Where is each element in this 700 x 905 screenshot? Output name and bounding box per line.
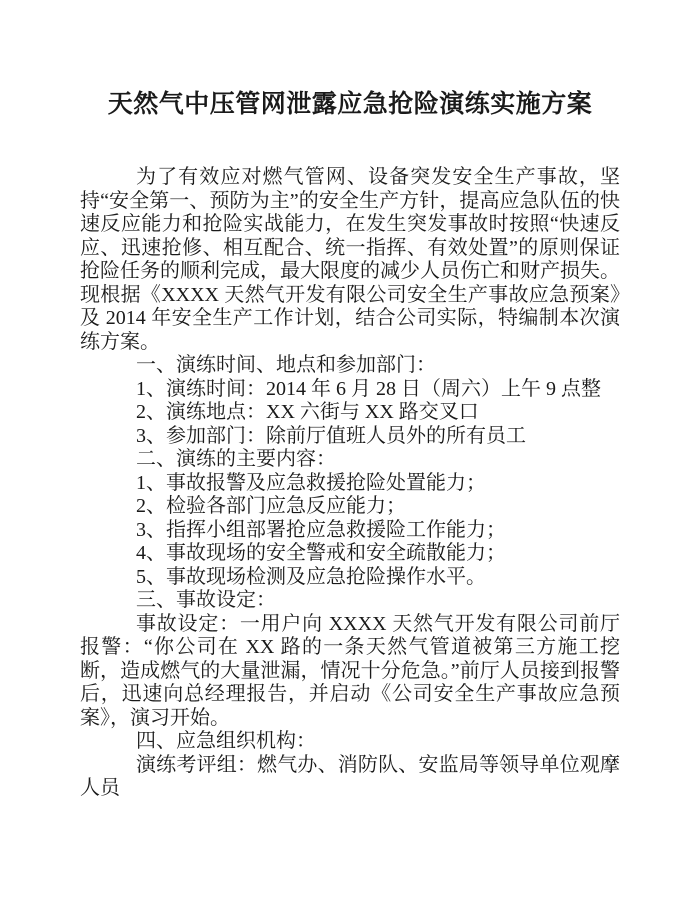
paragraph: 5、事故现场检测及应急抢险操作水平。	[136, 565, 486, 588]
paragraph: 一、演练时间、地点和参加部门：	[136, 354, 436, 376]
paragraph: 演练考评组：燃气办、消防队、安监局等领导单位观摩人员	[80, 753, 620, 799]
paragraph: 四、应急组织机构：	[136, 730, 316, 752]
paragraph: 1、事故报警及应急救援抢险处置能力；	[136, 471, 486, 494]
paragraph: 事故设定：一用户向 XXXX 天然气开发有限公司前厅报警：“你公司在 XX 路的一条天然气管道被第三方施工挖断，造成燃气的大量泄漏，情况十分危急。”前厅人员接到报警后，迅速向总经理报告，并启动《公司安全生产事故应急预案》，演习开始。	[80, 612, 620, 729]
paragraph: 4、事故现场的安全警戒和安全疏散能力；	[136, 542, 506, 564]
paragraph: 2、演练地点：XX 六街与 XX 路交叉口	[136, 401, 479, 423]
paragraph: 2、检验各部门应急反应能力；	[136, 495, 406, 517]
paragraph: 3、指挥小组部署抢应急救援险工作能力；	[136, 518, 506, 541]
paragraph: 3、参加部门：除前厅值班人员外的所有员工	[136, 424, 526, 447]
document-body	[80, 166, 620, 801]
paragraph: 二、演练的主要内容：	[136, 448, 336, 470]
paragraph: 三、事故设定：	[136, 589, 276, 611]
paragraph: 为了有效应对燃气管网、设备突发安全生产事故，坚持“安全第一、预防为主”的安全生产方针，提高应急队伍的快速反应能力和抢险实战能力，在发生突发事故时按照“快速反应、迅速抢修、相互配合、统一指挥、有效处置”的原则保证抢险任务的顺利完成，最大限度的减少人员伤亡和财产损失。现根据《XXXX 天然气开发有限公司安全生产事故应急预案》及 2014 年安全生产工作计划，结合公司实际，特编制本次演练方案。	[80, 166, 620, 353]
paragraph: 1、演练时间：2014 年 6 月 28 日（周六）上午 9 点整	[136, 377, 601, 400]
document-title: 天然气中压管网泄露应急抢险演练实施方案	[107, 91, 593, 118]
